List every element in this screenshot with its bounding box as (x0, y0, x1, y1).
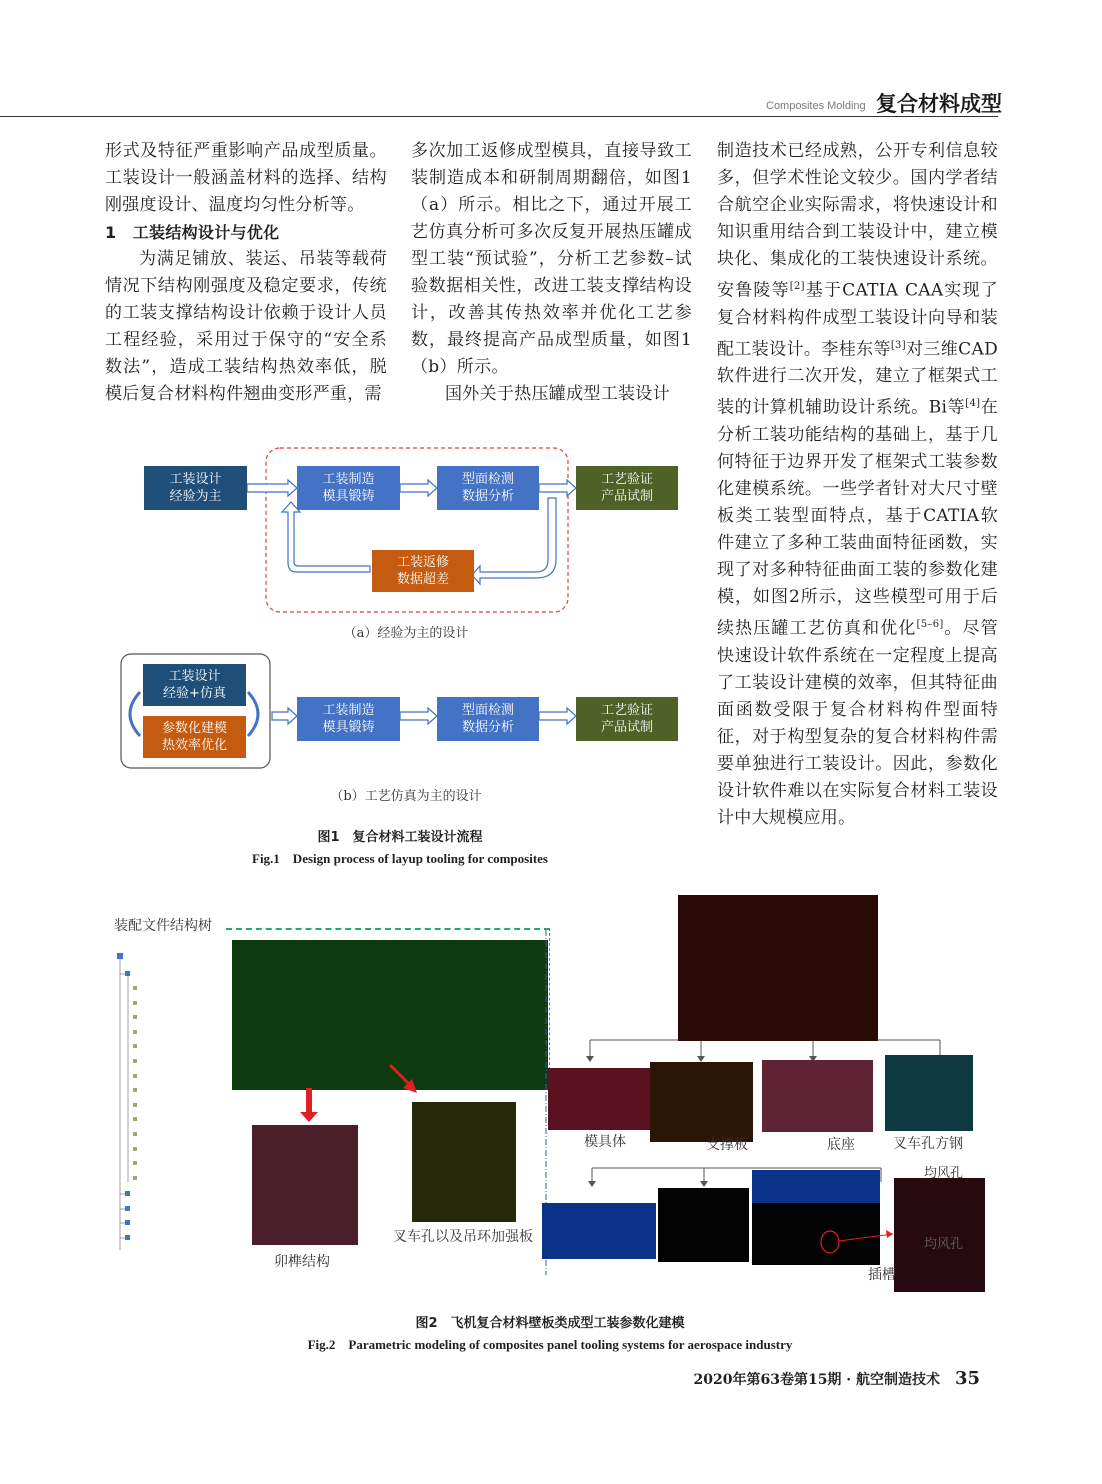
text-run: 对三维CAD软件进行二次开发，建立了框架式工装的计算机辅助设计系统。Bi等 (717, 339, 998, 418)
paragraph: 国外关于热压罐成型工装设计 (445, 384, 670, 404)
tree-title: 装配文件结构树 (114, 918, 212, 934)
box-line: 经验为主 (169, 489, 222, 504)
box-line: 数据分析 (461, 489, 514, 504)
box-line: 工装制造 (322, 703, 375, 718)
fig1-caption-cn: 图1 复合材料工装设计流程 (317, 830, 483, 845)
reference[interactable]: [5–6] (916, 618, 944, 630)
journal-name-en: Composites Molding (766, 100, 866, 112)
fig1b-caption: （b）工艺仿真为主的设计 (330, 789, 482, 804)
box-line: 型面检测 (461, 703, 514, 718)
box-line: 工装制造 (322, 472, 375, 487)
box-line: 工装设计 (168, 669, 221, 684)
box-line: 产品试制 (600, 489, 653, 504)
box-line: 产品试制 (600, 720, 653, 735)
box-line: 工装设计 (169, 472, 222, 487)
box-line: 参数化建模 (161, 721, 227, 736)
box-line: 热效率优化 (161, 738, 227, 753)
paragraph: 多次加工返修成型模具，直接导致工装制造成本和研制周期翻倍，如图1（a）所示。相比之下，通过开展工艺仿真分析可多次反复开展热压罐成型工装“预试验”，分析工艺参数–试验数据相关性，改进工装支撑结构设计，改善其传热效率并优化工艺参数，最终提高产品成型质量，如图1（b）所示。 (411, 141, 692, 377)
label-mortise: 卯榫结构 (274, 1254, 330, 1270)
label-fork-steel: 叉车孔方钢 (893, 1136, 963, 1152)
text-run: 制造技术已经成熟，公开专利信息较多，但学术性论文较少。国内学者结合航空企业实际需求，将快速设计和知识重用结合到工装设计中，建立模块化、集成化的工装快速设计系统。安鲁陵等 (717, 141, 998, 301)
section-heading: 1 工装结构设计与优化 (105, 223, 280, 242)
label-slot: 插槽 (868, 1267, 896, 1283)
label-vent-2: 均风孔 (924, 1237, 964, 1252)
text-run: 在分析工装功能结构的基础上，基于几何特征于边界开发了框架式工装参数化建模系统。一些学者针对大尺寸壁板类工装型面特点，基于CATIA软件建立了多种工装曲面特征函数，实现了对多种特征曲面工装的参数化建模，如图2所示，这些模型可用于后续热压罐工艺仿真和优化 (717, 397, 998, 639)
label-forklift: 叉车孔以及吊环加强板 (393, 1229, 533, 1245)
box-line: 工艺验证 (600, 472, 653, 487)
fig2-caption-en: Fig.2 Parametric modeling of composites panel tooling systems for aerospace industry (307, 1337, 793, 1352)
paragraph: 形式及特征严重影响产品成型质量。工装设计一般涵盖材料的选择、结构刚强度设计、温度均匀性分析等。 (105, 141, 387, 215)
label-mold: 模具体 (584, 1134, 626, 1150)
page-footer (694, 1368, 981, 1389)
footer-journal: 2020年第63卷第15期 · 航空制造技术 (693, 1372, 941, 1388)
box-line: 模具锻铸 (322, 720, 375, 735)
label-base: 底座 (827, 1137, 855, 1153)
fig1-caption-en: Fig.1 Design process of layup tooling for composites (252, 851, 548, 866)
label-vent-1: 均风孔 (924, 1166, 964, 1181)
fig1a-caption: （a）经验为主的设计 (343, 626, 469, 641)
fig2-caption-cn: 图2 飞机复合材料壁板类成型工装参数化建模 (415, 1316, 685, 1331)
paragraph: 为满足铺放、装运、吊装等载荷情况下结构刚强度及稳定要求，传统的工装支撑结构设计依赖于设计人员工程经验，采用过于保守的“安全系数法”，造成工装结构热效率低，脱模后复合材料构件翘曲变形严重，需 (105, 249, 387, 404)
reference[interactable]: [4] (965, 398, 981, 410)
box-line: 数据分析 (461, 720, 514, 735)
text-run: 。尽管快速设计软件系统在一定程度上提高了工装设计建模的效率，但其特征曲面函数受限于复合材料构件型面特征，对于构型复杂的复合材料构件需要单独进行工装设计。因此，参数化设计软件难以在实际复合材料工装设计中大规模应用。 (717, 618, 998, 828)
text-run: 基于CATIA CAA实现了复合材料构件成型工装设计向导和装配工装设计。李桂东等 (717, 280, 998, 360)
box-line: 模具锻铸 (322, 489, 375, 504)
box-line: 型面检测 (461, 472, 514, 487)
box-line: 工艺验证 (600, 703, 653, 718)
box-line: 经验+仿真 (163, 686, 226, 701)
reference[interactable]: [3] (890, 339, 906, 351)
box-line: 工装返修 (396, 555, 449, 570)
reference[interactable]: [2] (789, 281, 805, 292)
page-number: 35 (954, 1368, 980, 1389)
journal-name-cn: 复合材料成型 (876, 92, 1002, 116)
box-line: 数据超差 (396, 572, 449, 587)
label-support: 支撑板 (706, 1137, 748, 1152)
